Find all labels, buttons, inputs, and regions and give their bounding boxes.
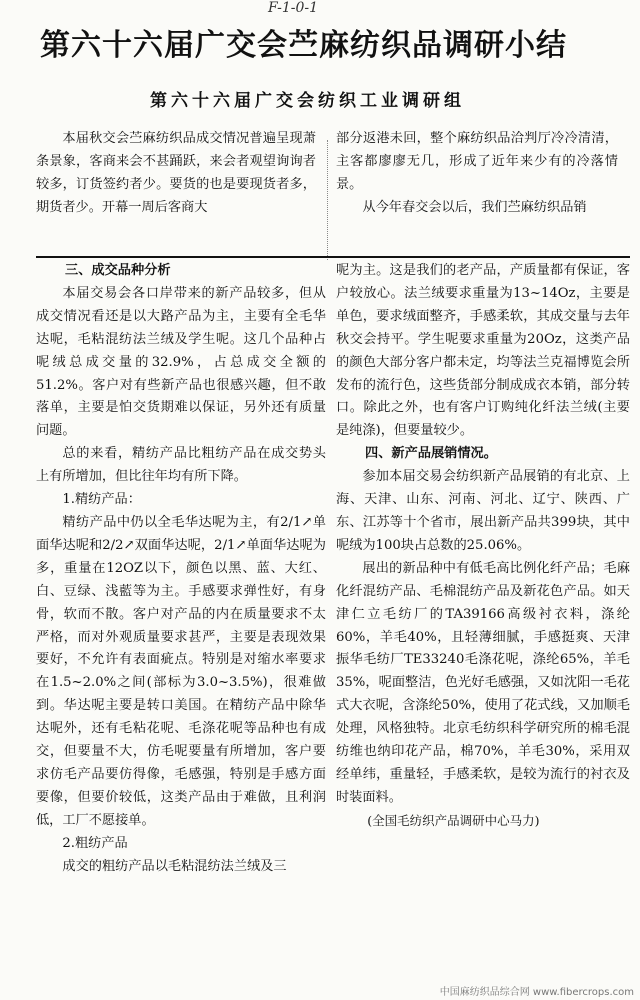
page-subtitle: 第六十六届广交会纺织工业调研组: [150, 91, 465, 111]
section-heading-4: 四、新产品展销情况。: [365, 446, 497, 462]
page-title: 第六十六届广交会苎麻纺织品调研小结: [40, 28, 567, 63]
column-divider: [327, 140, 328, 260]
left-column: [36, 260, 326, 878]
right-column: [336, 260, 630, 833]
paragraph: 精纺产品中仍以全毛华达呢为主，有2/1↗单面华达呢和2/2↗双面华达呢，2/1↗单面华达呢为多，重量在12OZ以下，颜色以黑、蓝、大红、白、豆绿、浅藍等为主。手感要求弹性好，有身骨，软而不散。客户对产品的内在质量要求不太严格，而对外观质量要求甚严，主要是表现效果要好，不允许有表面疵点。特别是对缩水率要求在1.5~2.0%之间(部标为3.0~3.5%)，很难做到。华达呢主要是转口美国。在精纺产品中除华达呢外，还有毛粘花呢、毛涤花呢等品种也有成交，但要量不大，仿毛呢要量有所增加，客户要求仿毛产品要仿得像，毛感强，特别是手感方面要像，但要价较低，这类产品由于难做，且利润低，工厂不愿接单。: [36, 514, 326, 828]
intro-paragraph: 本届秋交会苎麻纺织品成交情况普遍呈现萧条景象，客商来会不甚踊跃，来会者观望询询者较多，订货签约者少。要货的也是要现货者多，期货者少。开幕一周后客商大: [36, 131, 316, 215]
paragraph: 参加本届交易会纺织新产品展销的有北京、上海、天津、山东、河南、河北、辽宁、陕西、广东、江苏等十个省市，展出新产品共399块，其中呢绒为100块占总数的25.06%。: [336, 469, 630, 553]
section-heading-3: 三、成交品种分析: [65, 263, 171, 278]
paragraph: 成交的粗纺产品以毛粘混纺法兰绒及三: [62, 858, 287, 874]
paragraph: 总的来看，精纺产品比粗纺产品在成交势头上有所增加，但比往年均有所下降。: [36, 446, 326, 485]
paragraph: 本届交易会各口岸带来的新产品较多，但从成交情况看还是以大路产品为主，主要有全毛华达呢，毛粘混纺法兰绒及学生呢。这几个品种占呢绒总成交量的32.9%，占总成交全额的51.2%。客户对有些新产品也很感兴趣，但不敢落单，主要是怕交货期难以保证，另外还有质量问题。: [36, 285, 326, 439]
section-divider: [36, 256, 630, 258]
subheading-woolen: 2.粗纺产品: [62, 835, 128, 851]
site-watermark: 中国麻纺织品综合网 www.fibercrops.com: [439, 987, 634, 998]
handwritten-note: F-1-0-1: [268, 0, 318, 16]
paragraph-continuation: 呢为主。这是我们的老产品，产质量都有保证，客户较放心。法兰绒要求重量为13~14Oz，主要是单色，要求绒面整齐，手感柔软，其成交量与去年秋交会持平。学生呢要求重量为20Oz，这类产品的颜色大部分客户都未定，均等法兰克福博览会所发布的流行色，这些货部分制成成衣本销，部分转口。除此之外，也有客户订购纯化纤法兰绒(主要是纯涤)，但要量较少。: [336, 263, 630, 439]
intro-left-column: [36, 128, 316, 220]
intro-continuation: 部分返港未回，整个麻纺织品洽判厅冷冷清清，主客都廖廖无几，形成了近年来少有的冷落情景。: [336, 131, 618, 192]
author-credit: (全国毛纺织产品调研中心马力): [367, 812, 540, 828]
intro-right-column: [336, 128, 618, 220]
intro-paragraph-2: 从今年春交会以后，我们苎麻纺织品销: [362, 199, 587, 215]
paragraph: 展出的新品种中有低毛高比例化纤产品；毛麻化纤混纺产品、毛棉混纺产品及新花色产品。如天津仁立毛纺厂的TA39166高级衬衣料，涤纶60%，羊毛40%，且轻薄细腻，手感挺爽、天津振华毛纺厂TE33240毛涤花呢，涤纶65%，羊毛35%，呢面整洁，色光好毛感强，又如沈阳一毛花式大衣呢，含涤纶50%，使用了花式线，又加顺毛处理，风格独特。北京毛纺织科学研究所的棉毛混纺维也纳印花产品，棉70%，羊毛30%，采用双经单纬，重量轻，手感柔软，是较为流行的衬衣及时装面料。: [336, 560, 630, 805]
subheading-worsted: 1.精纺产品：: [62, 492, 141, 508]
